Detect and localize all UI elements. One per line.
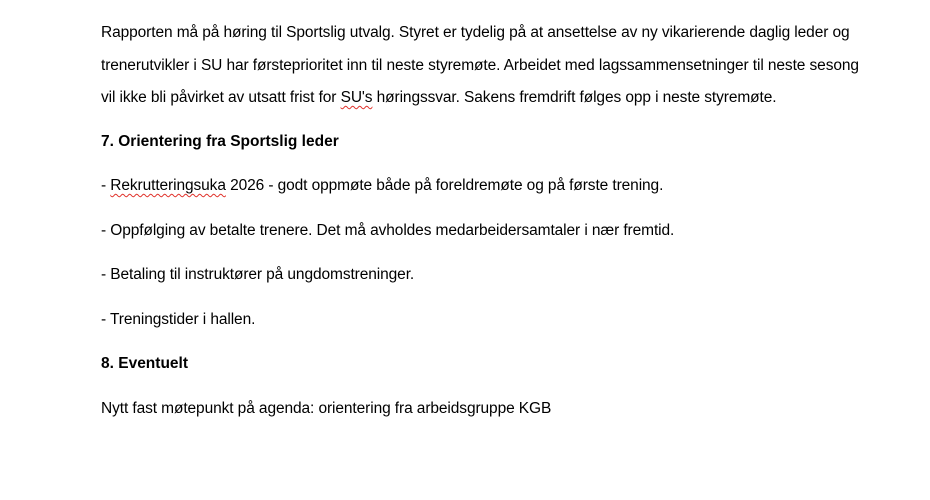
section-7-item-4: - Treningstider i hallen.: [101, 310, 256, 328]
spellcheck-flagged-word[interactable]: Rekrutteringsuka: [110, 177, 226, 194]
section-7-item-1: [101, 170, 861, 203]
intro-text-part2: høringssvar. Sakens fremdrift følges opp i neste styremøte.: [372, 89, 777, 106]
section-7-item-3: - Betaling til instruktører på ungdomstreninger.: [101, 266, 415, 283]
item-text: 2026 - godt oppmøte både på foreldremøte og på første trening.: [225, 177, 664, 194]
document-body[interactable]: [101, 17, 861, 437]
section-7-heading: 7. Orientering fra Sportslig leder: [101, 132, 339, 150]
section-8-text: Nytt fast møtepunkt på agenda: orientering fra arbeidsgruppe KGB: [101, 399, 552, 417]
section-7-item-2: - Oppfølging av betalte trenere. Det må avholdes medarbeidersamtaler i nær fremtid.: [101, 221, 675, 239]
item-prefix: -: [101, 177, 111, 194]
section-8-heading: 8. Eventuelt: [101, 355, 188, 372]
intro-text-part1: Rapporten må på høring til Sportslig utvalg. Styret er tydelig på at ansettelse av ny vikarierende daglig leder og trenerutvikler i SU har førsteprioritet inn til neste styremøte. Arbeidet med lagssammensetninger til neste sesong vil ikke bli påvirket av utsatt frist for: [101, 24, 859, 106]
intro-paragraph: [101, 17, 861, 115]
spellcheck-flagged-word[interactable]: SU's: [340, 89, 373, 106]
